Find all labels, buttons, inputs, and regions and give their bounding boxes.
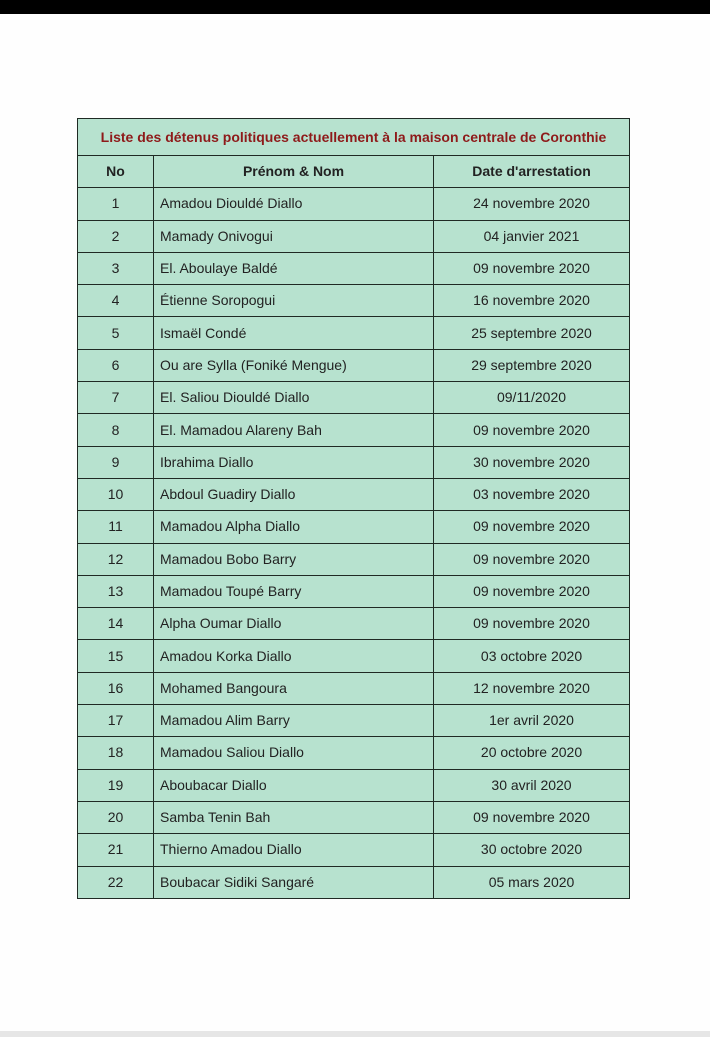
arrest-date: 09 novembre 2020 [434,252,630,284]
table-row [78,349,630,381]
detainee-name: Ibrahima Diallo [154,446,434,478]
arrest-date: 04 janvier 2021 [434,220,630,252]
arrest-date: 09 novembre 2020 [434,608,630,640]
arrest-date: 20 octobre 2020 [434,737,630,769]
table-header-row [78,156,630,188]
table-row [78,737,630,769]
detainee-name: Mamadou Toupé Barry [154,575,434,607]
row-number: 10 [78,478,154,510]
detainee-name: Mamadou Saliou Diallo [154,737,434,769]
arrest-date: 25 septembre 2020 [434,317,630,349]
row-number: 20 [78,801,154,833]
table-title-row [78,119,630,156]
row-number: 13 [78,575,154,607]
row-number: 6 [78,349,154,381]
table-title: Liste des détenus politiques actuellement à la maison centrale de Coronthie [78,119,630,156]
row-number: 21 [78,834,154,866]
detainee-name: Ismaël Condé [154,317,434,349]
table-row [78,608,630,640]
arrest-date: 12 novembre 2020 [434,672,630,704]
table-row [78,188,630,220]
arrest-date: 09/11/2020 [434,382,630,414]
row-number: 2 [78,220,154,252]
row-number: 22 [78,866,154,898]
arrest-date: 03 novembre 2020 [434,478,630,510]
bottom-bar [0,1031,710,1037]
detainee-name: Thierno Amadou Diallo [154,834,434,866]
table-row [78,575,630,607]
detainee-name: Mamadou Alpha Diallo [154,511,434,543]
row-number: 12 [78,543,154,575]
row-number: 9 [78,446,154,478]
table-row [78,543,630,575]
column-header-name: Prénom & Nom [154,156,434,188]
detainee-name: Mamadou Bobo Barry [154,543,434,575]
row-number: 1 [78,188,154,220]
table-row [78,382,630,414]
arrest-date: 30 avril 2020 [434,769,630,801]
row-number: 5 [78,317,154,349]
top-status-bar [0,0,710,14]
row-number: 7 [78,382,154,414]
arrest-date: 03 octobre 2020 [434,640,630,672]
arrest-date: 30 novembre 2020 [434,446,630,478]
row-number: 8 [78,414,154,446]
table-row [78,769,630,801]
arrest-date: 09 novembre 2020 [434,801,630,833]
column-header-date: Date d'arrestation [434,156,630,188]
table-row [78,866,630,898]
arrest-date: 05 mars 2020 [434,866,630,898]
table-row [78,672,630,704]
table-body [78,188,630,899]
arrest-date: 29 septembre 2020 [434,349,630,381]
table-row [78,478,630,510]
detainee-name: Mamadou Alim Barry [154,705,434,737]
detainee-name: Amadou Korka Diallo [154,640,434,672]
table-row [78,640,630,672]
detainee-name: Amadou Diouldé Diallo [154,188,434,220]
table-row [78,252,630,284]
table-row [78,834,630,866]
row-number: 16 [78,672,154,704]
detainee-name: Aboubacar Diallo [154,769,434,801]
arrest-date: 09 novembre 2020 [434,575,630,607]
arrest-date: 16 novembre 2020 [434,285,630,317]
arrest-date: 09 novembre 2020 [434,543,630,575]
row-number: 3 [78,252,154,284]
row-number: 18 [78,737,154,769]
arrest-date: 24 novembre 2020 [434,188,630,220]
arrest-date: 30 octobre 2020 [434,834,630,866]
detainee-name: Abdoul Guadiry Diallo [154,478,434,510]
detainee-name: Ou are Sylla (Foniké Mengue) [154,349,434,381]
table-row [78,317,630,349]
row-number: 19 [78,769,154,801]
table-row [78,446,630,478]
row-number: 17 [78,705,154,737]
row-number: 4 [78,285,154,317]
table-row [78,220,630,252]
arrest-date: 09 novembre 2020 [434,511,630,543]
detainee-name: Mohamed Bangoura [154,672,434,704]
detainee-name: Samba Tenin Bah [154,801,434,833]
row-number: 14 [78,608,154,640]
detainee-name: Boubacar Sidiki Sangaré [154,866,434,898]
detainee-name: El. Saliou Diouldé Diallo [154,382,434,414]
detainee-name: Mamady Onivogui [154,220,434,252]
table-row [78,285,630,317]
column-header-no: No [78,156,154,188]
table-row [78,705,630,737]
arrest-date: 09 novembre 2020 [434,414,630,446]
detainee-name: Alpha Oumar Diallo [154,608,434,640]
detainee-name: El. Aboulaye Baldé [154,252,434,284]
table-row [78,511,630,543]
detainee-name: Étienne Soropogui [154,285,434,317]
row-number: 11 [78,511,154,543]
table-row [78,414,630,446]
detainee-name: El. Mamadou Alareny Bah [154,414,434,446]
detainee-table [77,118,630,899]
row-number: 15 [78,640,154,672]
arrest-date: 1er avril 2020 [434,705,630,737]
table-row [78,801,630,833]
